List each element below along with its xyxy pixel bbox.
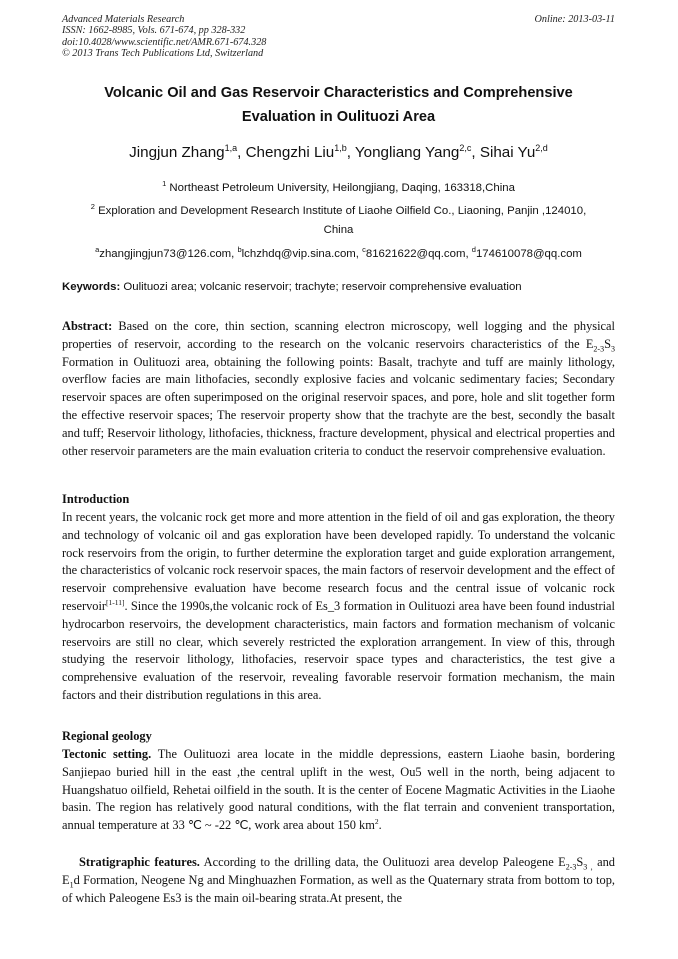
paper-title: [62, 81, 615, 129]
author-list: [62, 138, 615, 163]
stratigraphic-features: [62, 854, 615, 907]
email-mark: a: [95, 245, 100, 254]
abstract: [62, 318, 615, 460]
introduction-text: . Since the 1990s,the volcanic rock of Es_3 formation in Oulituozi area have been found industrial hydrocarbon reservoirs, the development characteristics, main factors and formation mechanism of volcanic reservoirs are still no clear, which severely restricted the exploration arrangement. In view of this, through studying the reservoir lithology, lithofacies, reservoir space types and characteristics, the test give a comprehensive evaluation of the reservoir, revealing favorable reservoir formation mechanism, the main factors and their distribution regulations in this area.: [62, 598, 615, 702]
introduction-text: In recent years, the volcanic rock get more and more attention in the field of oil and gas exploration, the theory and technology of volcanic oil and gas exploration have been developed rapidly. To understand the volcanic rock reservoirs from the origin, to further determine the exploration target and guide exploration arrangement, the characteristics of volcanic rock reservoir spaces, the main factors of reservoir development and the effect of reservoir comprehensive evaluation have become research focus and the central issue of volcanic rock reservoir: [62, 510, 615, 613]
affiliation-text-cont: China: [323, 223, 354, 236]
email-mark: d: [471, 245, 476, 254]
author-affil-mark: 2,d: [535, 143, 548, 153]
email-mark: c: [362, 245, 366, 254]
email-address: 174610078@qq.com: [475, 247, 582, 260]
tectonic-setting: [62, 746, 615, 835]
citation: [1-11]: [106, 597, 125, 607]
keywords-label: Keywords:: [62, 281, 121, 293]
email-address: lchzhdq@vip.sina.com,: [241, 247, 363, 260]
affiliation-number: 1: [162, 179, 167, 188]
title-line-1: Volcanic Oil and Gas Reservoir Characteristics and Comprehensive: [104, 85, 573, 101]
email-address: 81621622@qq.com,: [365, 247, 472, 260]
author-name: Chengzhi Liu: [245, 144, 335, 162]
regional-geology-heading: Regional geology: [62, 729, 152, 743]
online-date: Online: 2013-03-11: [534, 14, 615, 25]
subscript: 2-3: [565, 862, 577, 872]
email-address: zhangjingjun73@126.com,: [99, 247, 238, 260]
abstract-text: Formation in Oulituozi area, obtaining the following points: Basalt, trachyte and tuff are mainly lithology, overflow facies are main lithofacies, secondly explosive facies and volcanic sedimentary facies; Secondary reservoir spaces are often superimposed on the original reservoir spaces, and pore, hole and slit together form the effective reservoir spaces; The reservoir property show that the trachyte are the best, secondly the basalt and tuff; Reservoir lithology, lithofacies, thickness, fracture development, physical and electrical properties and other reservoir parameters are the main evaluation criteria to conduct the reservoir comprehensive evaluation.: [62, 354, 615, 458]
stratigraphic-text: According to the drilling data, the Oulituozi area develop Paleogene E: [199, 855, 566, 869]
abstract-label: Abstract:: [62, 319, 113, 333]
author-name: Sihai Yu: [479, 144, 536, 162]
keywords-text: Oulituozi area; volcanic reservoir; trachyte; reservoir comprehensive evaluation: [120, 281, 522, 293]
author-separator: ,: [346, 144, 355, 162]
affiliation-1: [62, 174, 615, 198]
author-name: Jingjun Zhang: [129, 144, 225, 162]
affiliation-2: [62, 197, 615, 240]
stratigraphic-text: and E: [62, 855, 615, 887]
subscript: 3 ,: [583, 862, 593, 872]
journal-name: Advanced Materials Research: [62, 14, 185, 25]
tectonic-text: The Oulituozi area locate in the middle depressions, eastern Liaohe basin, bordering Sanjiepao buried hill in the east ,the central uplift in the west, Ou5 well in the north, being adjacent to Huangshatuo oilfield, Rehetai oilfield in the south. It is the center of Eocene Magmatic Activities in the Liaohe basin. The region has relatively good natural conditions, with the flat terrain and convenient transportation, annual temperature at 33 ℃ ~ -22 ℃, work area about 150 km: [62, 747, 616, 833]
abstract-text: S: [604, 336, 611, 351]
copyright-line: © 2013 Trans Tech Publications Ltd, Switzerland: [62, 48, 264, 60]
email-mark: b: [237, 245, 242, 254]
stratigraphic-label: Stratigraphic features.: [79, 855, 200, 869]
author-separator: ,: [237, 144, 246, 162]
stratigraphic-text: S: [576, 855, 584, 869]
author: [246, 144, 355, 161]
introduction-heading: Introduction: [62, 492, 130, 506]
author: [129, 144, 245, 161]
issn-line: ISSN: 1662-8985, Vols. 671-674, pp 328-332: [62, 25, 246, 37]
affiliation-text: Northeast Petroleum University, Heilongjiang, Daqing, 163318,China: [169, 181, 515, 194]
author: [355, 144, 480, 161]
author: [480, 144, 548, 161]
author-affil-mark: 1,a: [224, 143, 238, 153]
abstract-text: Based on the core, thin section, scanning electron microscopy, well logging and the physical properties of reservoir, according to the research on the volcanic reservoirs characteristics of the E: [62, 319, 615, 351]
author-affil-mark: 2,c: [459, 143, 472, 153]
introduction-body: [62, 509, 615, 705]
subscript: 2-3: [593, 344, 605, 354]
author-separator: ,: [471, 144, 480, 162]
journal-header: [62, 14, 615, 60]
tectonic-label: Tectonic setting.: [62, 747, 152, 761]
email-list: [62, 240, 615, 264]
author-affil-mark: 1,b: [334, 143, 347, 153]
tectonic-text: .: [378, 818, 382, 833]
title-line-2: Evaluation in Oulituozi Area: [241, 109, 436, 125]
subscript: 1: [69, 880, 74, 890]
keywords: [62, 279, 615, 296]
superscript: 2: [374, 817, 379, 827]
stratigraphic-text: d Formation, Neogene Ng and Minghuazhen Formation, as well as the Quaternary strata from bottom to top, of which Paleogene Es3 is the main oil-bearing strata.At present, the: [62, 872, 615, 905]
affiliation-text: Exploration and Development Research Institute of Liaohe Oilfield Co., Liaoning, Panjin ,124010,: [98, 204, 587, 217]
subscript: 3: [611, 344, 615, 354]
author-name: Yongliang Yang: [354, 144, 460, 162]
affiliation-number: 2: [90, 202, 95, 211]
doi-line: doi:10.4028/www.scientific.net/AMR.671-674.328: [62, 36, 267, 48]
